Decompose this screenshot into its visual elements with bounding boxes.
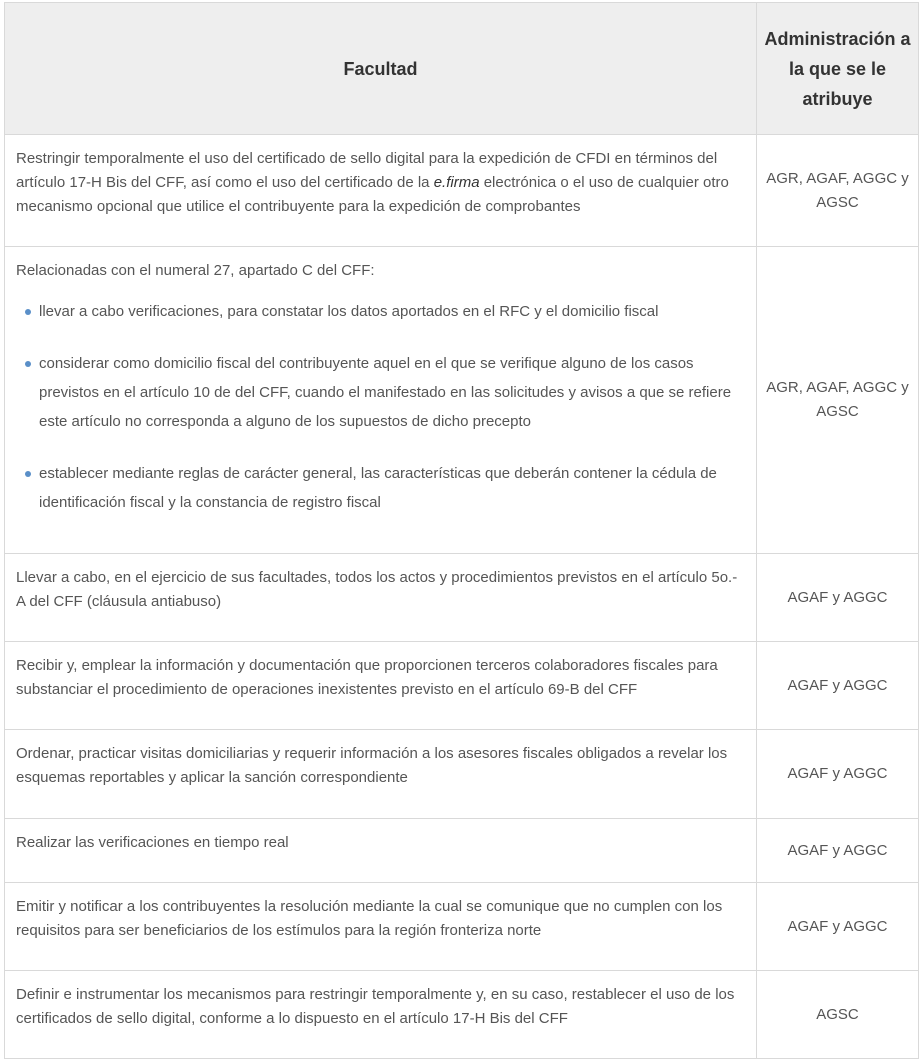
administracion-cell: AGSC — [757, 971, 919, 1059]
bullet-item — [16, 349, 744, 436]
table-row — [5, 247, 919, 554]
facultad-cell: Ordenar, practicar visitas domiciliarias y requerir información a los asesores fiscales obligados a revelar los esquemas reportables y aplicar la sanción correspondiente — [5, 730, 757, 819]
administracion-cell: AGAF y AGGC — [757, 554, 919, 642]
administracion-cell: AGR, AGAF, AGGC y AGSC — [757, 135, 919, 247]
efirma-text: e.firma — [433, 174, 480, 191]
bullet-dot-icon — [25, 471, 31, 477]
table-row — [5, 971, 919, 1059]
bullet-dot-icon — [25, 361, 31, 367]
administracion-cell: AGAF y AGGC — [757, 883, 919, 971]
table-row — [5, 730, 919, 819]
facultad-text-cont: electrónica o el uso de cualquier otro mecanismo opcional que utilice el contribuyente para la expedición de comprobantes — [16, 174, 729, 215]
table-row — [5, 135, 919, 247]
facultad-cell — [5, 247, 757, 554]
facultad-intro-text: Relacionadas con el numeral 27, apartado C del CFF: — [16, 262, 375, 279]
facultad-cell: Realizar las verificaciones en tiempo real — [5, 819, 757, 883]
facultades-table — [4, 2, 919, 1059]
administracion-cell: AGAF y AGGC — [757, 819, 919, 883]
bullet-text: considerar como domicilio fiscal del contribuyente aquel en el que se verifique alguno de los casos previstos en el artículo 10 de del CFF, cuando el manifestado en las solicitudes y avisos a que se refiere este artículo no corresponda a alguno de los supuestos de dicho precepto — [39, 355, 732, 430]
facultad-text: Restringir temporalmente el uso del certificado de sello digital para la expedición de CFDI en términos del artículo 17-H Bis del CFF, así como el uso del certificado de la — [16, 150, 718, 191]
administracion-cell: AGAF y AGGC — [757, 730, 919, 819]
bullet-text: establecer mediante reglas de carácter general, las características que deberán contener la cédula de identificación fiscal y la constancia de registro fiscal — [39, 465, 717, 511]
header-administracion: Administración a la que se le atribuye — [757, 3, 919, 135]
facultad-cell: Llevar a cabo, en el ejercicio de sus facultades, todos los actos y procedimientos previstos en el artículo 5o.-A del CFF (cláusula antiabuso) — [5, 554, 757, 642]
table-row — [5, 883, 919, 971]
bullet-item — [16, 459, 744, 517]
bullet-dot-icon — [25, 309, 31, 315]
administracion-cell: AGAF y AGGC — [757, 642, 919, 730]
facultad-cell — [5, 135, 757, 247]
table-row — [5, 554, 919, 642]
administracion-cell: AGR, AGAF, AGGC y AGSC — [757, 247, 919, 554]
header-facultad: Facultad — [5, 3, 757, 135]
bullet-list — [16, 297, 744, 517]
facultad-cell: Definir e instrumentar los mecanismos para restringir temporalmente y, en su caso, restablecer el uso de los certificados de sello digital, conforme a lo dispuesto en el artículo 17-H Bis del CFF — [5, 971, 757, 1059]
bullet-item — [16, 297, 744, 326]
bullet-text: llevar a cabo verificaciones, para constatar los datos aportados en el RFC y el domicilio fiscal — [39, 303, 659, 320]
table-row — [5, 642, 919, 730]
facultad-cell: Emitir y notificar a los contribuyentes la resolución mediante la cual se comunique que no cumplen con los requisitos para ser beneficiarios de los estímulos para la región fronteriza norte — [5, 883, 757, 971]
facultad-cell: Recibir y, emplear la información y documentación que proporcionen terceros colaboradores fiscales para substanciar el procedimiento de operaciones inexistentes previsto en el artículo 69-B del CFF — [5, 642, 757, 730]
table-row — [5, 819, 919, 883]
table-header-row — [5, 3, 919, 135]
